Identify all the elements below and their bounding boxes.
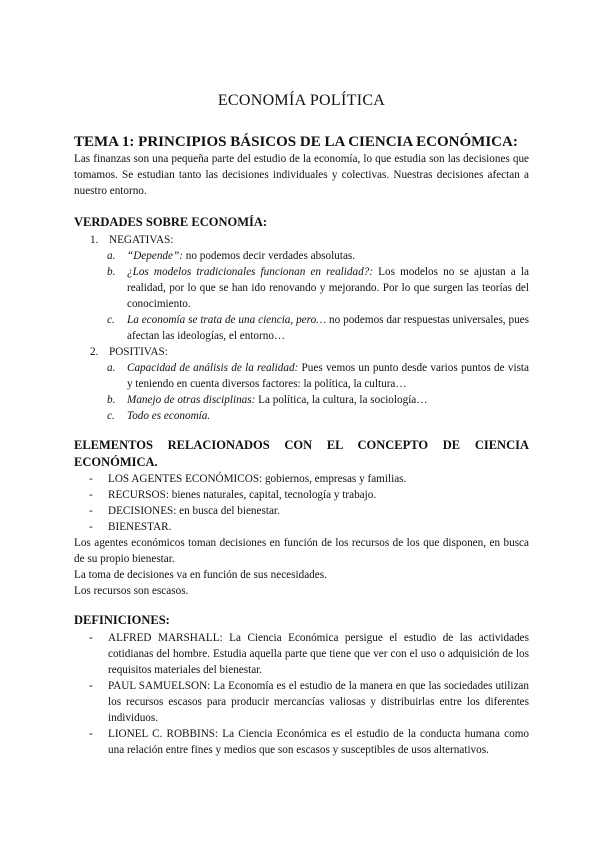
item-text: no podemos dar respuestas universales, pues afectan las ideologías, el entorno… <box>127 314 529 342</box>
list-item <box>89 630 529 678</box>
item-text: no podemos decir verdades absolutas. <box>182 250 356 262</box>
list-marker: - <box>89 632 93 644</box>
item-text: La política, la cultura, la sociología… <box>255 394 428 406</box>
list-marker: b. <box>107 394 116 406</box>
list-marker: - <box>89 728 93 740</box>
item-emphasis: “Depende”: <box>127 250 183 262</box>
item-text: RECURSOS: bienes naturales, capital, tecnología y trabajo. <box>108 489 377 501</box>
tema-heading: TEMA 1: PRINCIPIOS BÁSICOS DE LA CIENCIA ECONÓMICA: <box>74 134 518 150</box>
verdades-heading: VERDADES SOBRE ECONOMÍA: <box>74 215 268 229</box>
item-text: LIONEL C. ROBBINS: La Ciencia Económica es el estudio de la conducta humana como una relación entre fines y medios que son escasos y susceptibles de usos alternativos. <box>108 728 529 756</box>
list-marker: - <box>89 521 93 533</box>
list-marker: b. <box>107 266 116 278</box>
list-marker: - <box>89 473 93 485</box>
list-item <box>89 519 529 535</box>
item-text: Los modelos no se ajustan a la realidad, por lo que se han ido renovando y mejorando. Por lo que surgen las teorías del conocimiento. <box>127 266 529 310</box>
item-text: BIENESTAR. <box>108 521 172 533</box>
list-marker: c. <box>107 314 115 326</box>
list-item <box>107 312 529 344</box>
list-item <box>89 503 529 519</box>
list-marker: - <box>89 489 93 501</box>
item-emphasis: ¿Los modelos tradicionales funcionan en realidad?: <box>127 266 373 278</box>
elementos-paragraph-1: Los agentes económicos toman decisiones en función de los recursos de los que disponen, en busca de su propio bienestar. <box>74 537 529 565</box>
tema-intro: Las finanzas son una pequeña parte del estudio de la economía, lo que estudia son las decisiones que tomamos. Se estudian tanto las decisiones individuales y colectivas. Nuestras decisiones afectan a nuestro entorno. <box>74 153 529 197</box>
item-text: PAUL SAMUELSON: La Economía es el estudio de la manera en que las sociedades utilizan los recursos escasos para producir mercancías valiosas y distribuirlas entre los diferentes individuos. <box>108 680 529 724</box>
list-item <box>107 360 530 392</box>
item-text: DECISIONES: en busca del bienestar. <box>108 505 280 517</box>
list-marker: a. <box>107 362 116 374</box>
elementos-paragraph-2: La toma de decisiones va en función de sus necesidades. <box>74 569 327 581</box>
item-emphasis: Capacidad de análisis de la realidad: <box>127 362 299 374</box>
elementos-heading: ELEMENTOS RELACIONADOS CON EL CONCEPTO DE CIENCIA ECONÓMICA. <box>74 438 529 469</box>
item-emphasis: Manejo de otras disciplinas: <box>127 394 256 406</box>
document-title: ECONOMÍA POLÍTICA <box>217 92 386 109</box>
item-emphasis: Todo es economía. <box>127 410 211 422</box>
positivas-label: POSITIVAS: <box>109 346 168 358</box>
list-item <box>89 678 529 726</box>
list-item <box>89 471 529 487</box>
item-text: ALFRED MARSHALL: La Ciencia Económica persigue el estudio de las actividades cotidianas del hombre. Estudia aquella parte que tiene que ver con el uso o adquisición de los requisitos materiales del bienestar. <box>108 632 529 676</box>
elementos-paragraph-3: Los recursos son escasos. <box>74 585 189 597</box>
list-item <box>89 726 529 758</box>
negativas-label: NEGATIVAS: <box>109 234 174 246</box>
list-marker: a. <box>107 250 116 262</box>
list-number: 1. <box>90 234 99 246</box>
item-text: LOS AGENTES ECONÓMICOS: gobiernos, empresas y familias. <box>108 473 407 485</box>
list-number: 2. <box>90 346 99 358</box>
list-item <box>107 248 529 264</box>
item-text: Pues vemos un punto desde varios puntos de vista y teniendo en cuenta diversos factores: la política, la cultura… <box>127 362 530 390</box>
list-marker: - <box>89 680 93 692</box>
list-item <box>107 264 529 312</box>
list-item <box>107 408 529 424</box>
list-item <box>89 487 529 503</box>
list-marker: - <box>89 505 93 517</box>
list-item <box>107 392 529 408</box>
item-emphasis: La economía se trata de una ciencia, pero… <box>127 314 327 326</box>
list-marker: c. <box>107 410 115 422</box>
definiciones-heading: DEFINICIONES: <box>74 613 170 627</box>
